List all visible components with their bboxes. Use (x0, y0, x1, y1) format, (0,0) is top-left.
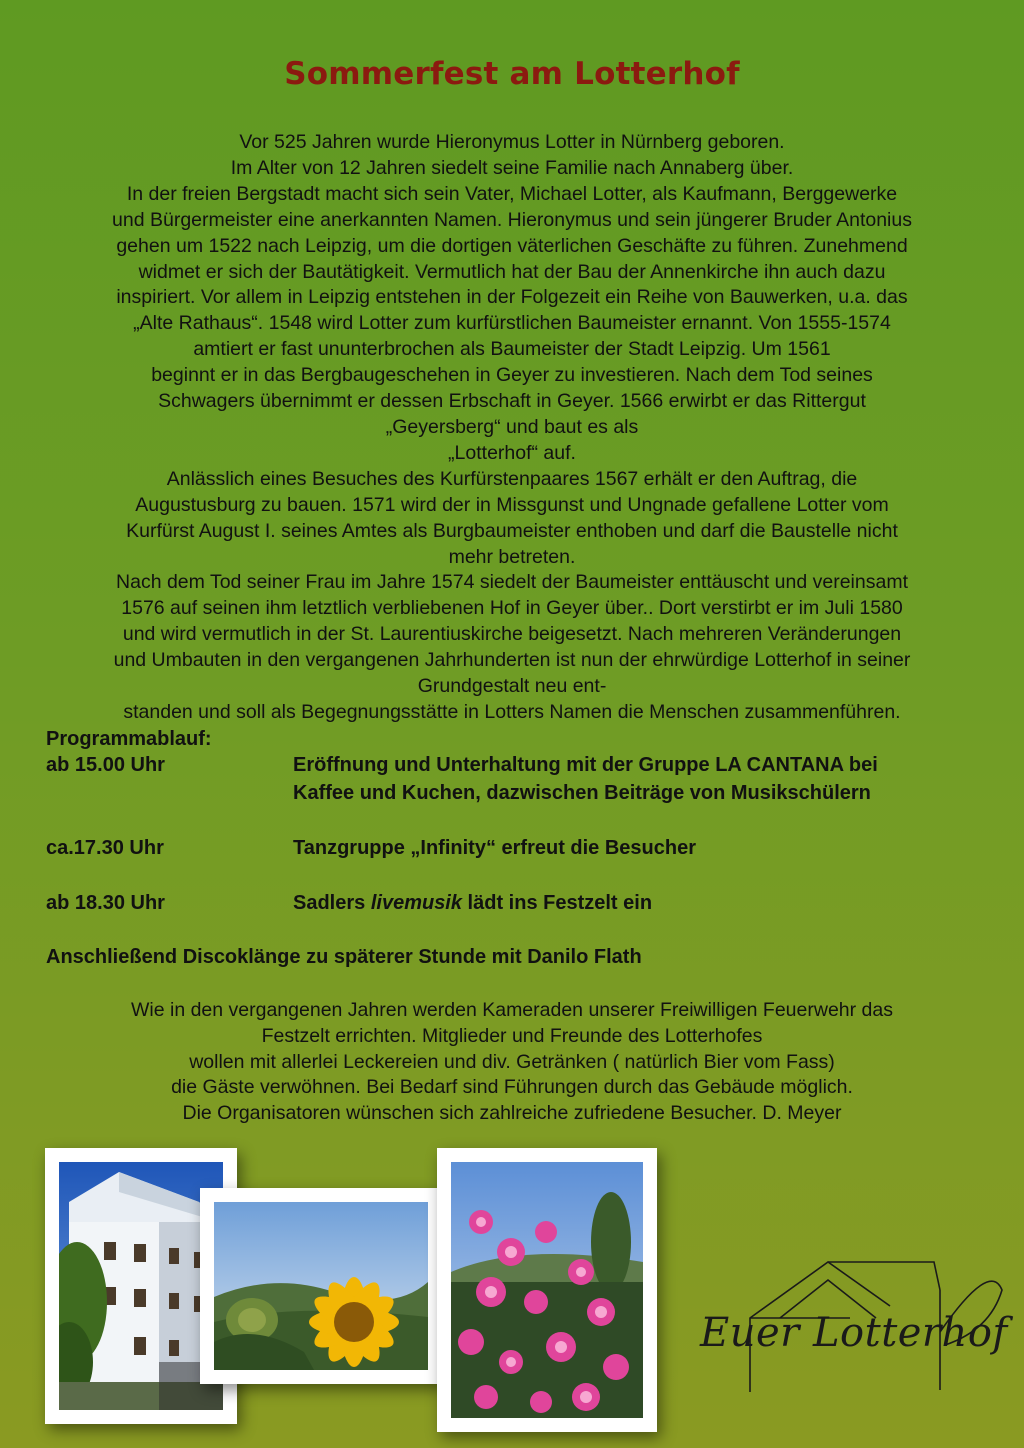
pink-flowers-image (451, 1162, 643, 1418)
intro-line: 1576 auf seinen ihm letztlich verbliebenen Hof in Geyer über.. Dort verstirbt er im Juli 1580 (121, 597, 903, 620)
closing-line: Die Organisatoren wünschen sich zahlreiche zufriedene Besucher. D. Meyer (182, 1102, 842, 1125)
page-title: Sommerfest am Lotterhof (284, 56, 740, 92)
program-desc-emphasis: livemusik (370, 892, 462, 914)
logo-text: Euer Lotterhof (700, 1310, 1008, 1356)
intro-line: gehen um 1522 nach Leipzig, um die dortigen väterlichen Geschäfte zu führen. Zunehmend (116, 234, 908, 257)
intro-line: Grundgestalt neu ent- (417, 675, 607, 698)
intro-line: In der freien Bergstadt macht sich sein Vater, Michael Lotter, als Kaufmann, Berggewerke (126, 182, 898, 205)
program-description: Tanzgruppe „Infinity“ erfreut die Besucher (293, 837, 697, 859)
program-description: Eröffnung und Unterhaltung mit der Gruppe LA CANTANA bei Kaffee und Kuchen, dazwischen Beiträge von Musikschülern (293, 754, 878, 804)
program-heading: Programmablauf: (46, 728, 212, 750)
closing-line: Wie in den vergangenen Jahren werden Kameraden unserer Freiwilligen Feuerwehr das (130, 999, 893, 1021)
intro-line: beginnt er in das Bergbaugeschehen in Geyer zu investieren. Nach dem Tod seines (151, 364, 873, 387)
intro-line: Vor 525 Jahren wurde Hieronymus Lotter in Nürnberg geboren. (239, 131, 785, 153)
photo-sunflower (200, 1188, 442, 1384)
intro-line: Nach dem Tod seiner Frau im Jahre 1574 siedelt der Baumeister enttäuscht und vereinsamt (116, 571, 908, 594)
sunflower-image (214, 1202, 428, 1370)
intro-line: amtiert er fast ununterbrochen als Baumeister der Stadt Leipzig. Um 1561 (193, 338, 831, 361)
program-time: ab 18.30 Uhr (46, 892, 165, 914)
intro-line: und Umbauten in den vergangenen Jahrhunderten ist nun der ehrwürdige Lotterhof in seiner (113, 649, 911, 672)
program-time: ca.17.30 Uhr (46, 837, 164, 859)
building-image (59, 1162, 223, 1410)
program-after: Anschließend Discoklänge zu späterer Stunde mit Danilo Flath (46, 946, 642, 968)
intro-line: „Geyersberg“ und baut es als (385, 415, 639, 438)
program-desc-part: Sadlers (293, 892, 371, 914)
closing-line: wollen mit allerlei Leckereien und div. Getränken ( natürlich Bier vom Fass) (189, 1050, 835, 1073)
intro-text (40, 130, 984, 726)
intro-line: „Lotterhof“ auf. (448, 441, 576, 464)
intro-line: und Bürgermeister eine anerkannten Namen. Hieronymus und sein jüngerer Bruder Antonius (112, 208, 912, 231)
intro-line: inspiriert. Vor allem in Leipzig entstehen in der Folgezeit ein Reihe von Bauwerken, u.a. das (116, 286, 908, 309)
closing-line: Festzelt errichten. Mitglieder und Freunde des Lotterhofes (261, 1024, 763, 1047)
program-desc-part: lädt ins Festzelt ein (462, 892, 653, 914)
intro-line: widmet er sich der Bautätigkeit. Vermutlich hat der Bau der Annenkirche ihn auch dazu (138, 260, 886, 283)
closing-text (40, 998, 984, 1127)
closing-line: die Gäste verwöhnen. Bei Bedarf sind Führungen durch das Gebäude möglich. (171, 1076, 853, 1099)
intro-line: und wird vermutlich in der St. Laurentiuskirche beigesetzt. Nach mehreren Veränderungen (122, 623, 902, 646)
intro-line: Augustusburg zu bauen. 1571 wird der in Missgunst und Ungnade gefallene Lotter vom (135, 493, 889, 516)
program-description (293, 890, 933, 918)
intro-line: Schwagers übernimmt er dessen Erbschaft in Geyer. 1566 erwirbt er das Rittergut (158, 390, 866, 413)
intro-line: Im Alter von 12 Jahren siedelt seine Familie nach Annaberg über. (230, 156, 794, 179)
intro-line: mehr betreten. (448, 545, 576, 568)
photo-pink-flowers (437, 1148, 657, 1432)
intro-line: standen und soll als Begegnungsstätte in Lotters Namen die Menschen zusammenführen. (123, 700, 901, 723)
intro-line: Anlässlich eines Besuches des Kurfürstenpaares 1567 erhält er den Auftrag, die (166, 467, 858, 490)
intro-line: „Alte Rathaus“. 1548 wird Lotter zum kurfürstlichen Baumeister ernannt. Von 1555-1574 (133, 312, 891, 335)
program-time: ab 15.00 Uhr (46, 754, 165, 776)
intro-line: Kurfürst August I. seines Amtes als Burgbaumeister enthoben und darf die Baustelle nicht (126, 519, 898, 542)
